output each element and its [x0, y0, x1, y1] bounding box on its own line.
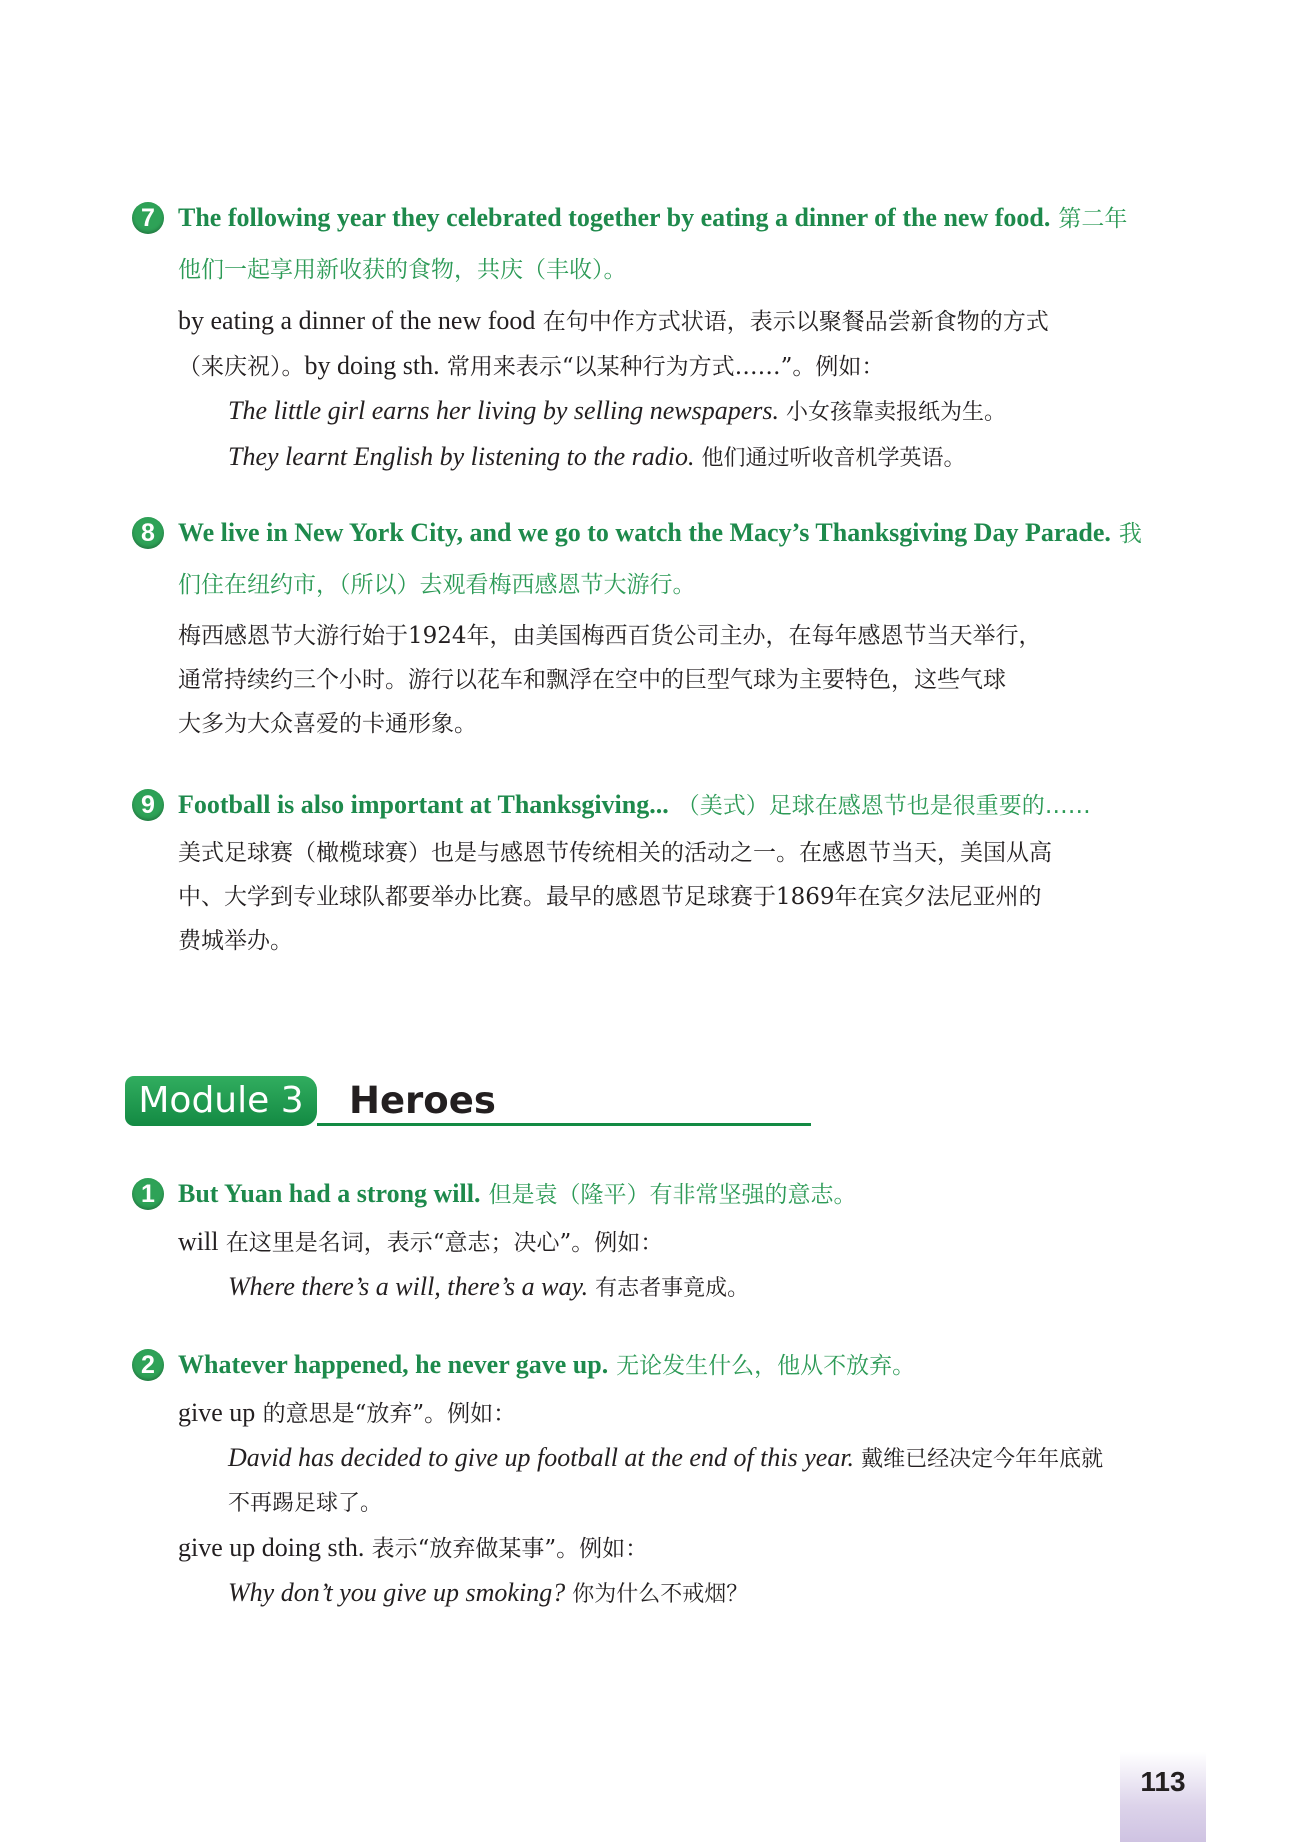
note-number-badge: 8: [132, 517, 164, 549]
note-heading: [132, 193, 1202, 295]
term: by doing sth.: [304, 351, 440, 380]
example: [228, 1436, 1202, 1526]
example: [228, 1265, 1202, 1311]
note-8: [132, 508, 1202, 746]
example-zh: 他们通过听收音机学英语。: [701, 446, 966, 471]
note-explanation: [178, 1391, 1202, 1436]
note-number-badge: 7: [132, 202, 164, 234]
explanation-text: 常用来表示“以某种行为方式……”。例如：: [446, 354, 885, 380]
note-explanation: [178, 614, 1202, 746]
example-en: David has decided to give up football at the end of this year.: [228, 1443, 855, 1472]
term: will: [178, 1227, 219, 1256]
note-number-badge: 9: [132, 789, 164, 821]
explanation-text: 的意思是“放弃”。例如：: [262, 1401, 517, 1427]
example-zh: 有志者事竟成。: [595, 1276, 750, 1301]
module-label-badge: Module 3: [125, 1076, 317, 1126]
note-sentence-en: Whatever happened, he never gave up.: [178, 1350, 609, 1379]
note-2: [132, 1340, 1202, 1617]
term: by eating a dinner of the new food: [178, 306, 536, 335]
explanation-text: 在这里是名词，表示“意志；决心”。例如：: [225, 1230, 664, 1256]
note-translation-cont: 他们一起享用新收获的食物，共庆（丰收）。: [178, 257, 627, 283]
note-translation: 但是袁（隆平）有非常坚强的意志。: [488, 1182, 857, 1208]
note-heading: [132, 1169, 1202, 1220]
note-7: [132, 193, 1202, 481]
example-zh: 你为什么不戒烟？: [572, 1582, 749, 1607]
note-translation: （美式）足球在感恩节也是很重要的……: [676, 793, 1091, 819]
note-number-badge: 2: [132, 1349, 164, 1381]
module-title: Heroes: [349, 1079, 496, 1122]
explanation-text: 大多为大众喜爱的卡通形象。: [178, 711, 477, 737]
explanation-text: 通常持续约三个小时。游行以花车和飘浮在空中的巨型气球为主要特色，这些气球: [178, 667, 1006, 693]
term: give up: [178, 1398, 256, 1427]
example: [228, 435, 1202, 481]
note-translation: 我: [1118, 521, 1142, 547]
term: give up doing sth.: [178, 1533, 365, 1562]
note-explanation: [178, 831, 1202, 963]
note-translation-cont: 们住在纽约市，（所以）去观看梅西感恩节大游行。: [178, 572, 696, 598]
note-sentence-en: Football is also important at Thanksgiving...: [178, 790, 669, 819]
example-en: Where there’s a will, there’s a way.: [228, 1272, 589, 1301]
page-number: 113: [1120, 1752, 1206, 1842]
example: [228, 1571, 1202, 1617]
note-9: [132, 780, 1202, 963]
example-en: Why don’t you give up smoking?: [228, 1578, 566, 1607]
example-en: The little girl earns her living by selling newspapers.: [228, 396, 780, 425]
note-heading: [132, 780, 1202, 831]
note-heading: [132, 1340, 1202, 1391]
note-sentence-en: We live in New York City, and we go to watch the Macy’s Thanksgiving Day Parade.: [178, 518, 1111, 547]
note-translation: 第二年: [1058, 206, 1128, 232]
explanation-text: （来庆祝）。: [178, 354, 305, 380]
explanation-text: 费城举办。: [178, 928, 293, 954]
note-sentence-en: But Yuan had a strong will.: [178, 1179, 481, 1208]
note-1: [132, 1169, 1202, 1311]
note-number-badge: 1: [132, 1178, 164, 1210]
example: [228, 389, 1202, 435]
note-heading: [132, 508, 1202, 610]
note-explanation: [178, 1526, 1202, 1571]
note-explanation: [178, 1220, 1202, 1265]
explanation-text: 在句中作方式状语，表示以聚餐品尝新食物的方式: [542, 309, 1049, 335]
module-header: [125, 1076, 685, 1128]
explanation-text: 梅西感恩节大游行始于1924年，由美国梅西百货公司主办，在每年感恩节当天举行，: [178, 623, 1042, 649]
note-translation: 无论发生什么，他从不放弃。: [616, 1353, 916, 1379]
example-en: They learnt English by listening to the radio.: [228, 442, 695, 471]
explanation-text: 中、大学到专业球队都要举办比赛。最早的感恩节足球赛于1869年在宾夕法尼亚州的: [178, 884, 1042, 910]
example-zh: 小女孩靠卖报纸为生。: [786, 400, 1007, 425]
explanation-text: 美式足球赛（橄榄球赛）也是与感恩节传统相关的活动之一。在感恩节当天，美国从高: [178, 840, 1052, 866]
explanation-text: 表示“放弃做某事”。例如：: [371, 1536, 649, 1562]
example-zh: 戴维已经决定今年年底就: [861, 1447, 1104, 1472]
note-explanation: [178, 299, 1202, 389]
example-zh-cont: 不再踢足球了。: [228, 1491, 383, 1516]
note-sentence-en: The following year they celebrated together by eating a dinner of the new food.: [178, 203, 1051, 232]
